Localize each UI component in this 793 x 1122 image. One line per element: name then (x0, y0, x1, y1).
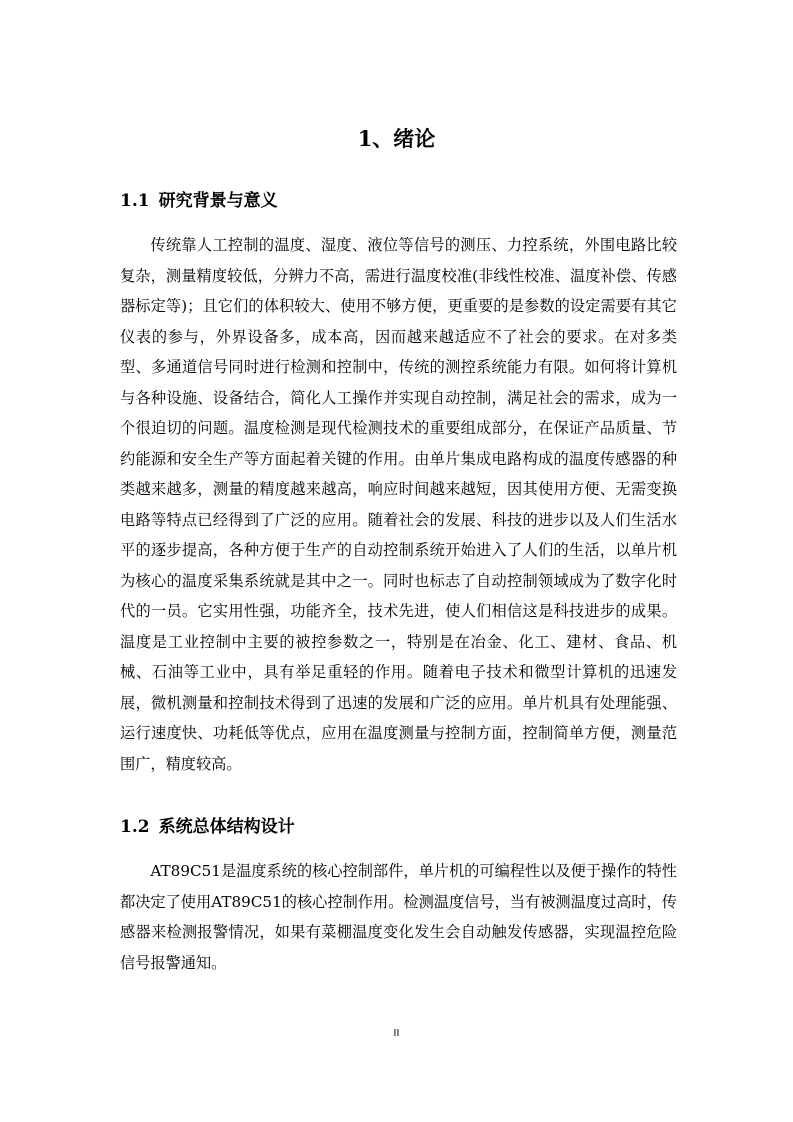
page-number: II (393, 1028, 400, 1039)
chapter-title: 1、绪论 (357, 126, 436, 151)
section-heading-1-1 (120, 188, 680, 214)
section-paragraph-1-2: AT89C51是温度系统的核心控制部件，单片机的可编程性以及便于操作的特性都决定了使用AT89C51的核心控制作用。检测温度信号，当有被测温度过高时，传感器来检测报警情况，如果有菜棚温度变化发生会自动触发传感器，实现温控危险信号报警通知。 (120, 862, 677, 972)
section-number: 1.2 (120, 817, 150, 837)
section-number: 1.1 (120, 191, 150, 211)
section-heading-text: 系统总体结构设计 (158, 817, 295, 837)
section-paragraph-1-1: 传统靠人工控制的温度、湿度、液位等信号的测压、力控系统，外围电路比较复杂，测量精度较低，分辨力不高，需进行温度校准(非线性校准、温度补偿、传感器标定等)；且它们的体积较大、使用不够方便，更重要的是参数的设定需要有其它仪表的参与，外界设备多，成本高，因而越来越适应不了社会的要求。在对多类型、多通道信号同时进行检测和控制中，传统的测控系统能力有限。如何将计算机与各种设施、设备结合，简化人工操作并实现自动控制，满足社会的需求，成为一个很迫切的问题。温度检测是现代检测技术的重要组成部分，在保证产品质量、节约能源和安全生产等方面起着关键的作用。由单片集成电路构成的温度传感器的种类越来越多，测量的精度越来越高，响应时间越来越短，因其使用方便、无需变换电路等特点已经得到了广泛的应用。随着社会的发展、科技的进步以及人们生活水平的逐步提高，各种方便于生产的自动控制系统开始进入了人们的生活，以单片机为核心的温度采集系统就是其中之一。同时也标志了自动控制领域成为了数字化时代的一员。它实用性强，功能齐全，技术先进，使人们相信这是科技进步的成果。温度是工业控制中主要的被控参数之一，特别是在冶金、化工、建材、食品、机械、石油等工业中，具有举足重轻的作用。随着电子技术和微型计算机的迅速发展，微机测量和控制技术得到了迅速的发展和广泛的应用。单片机具有处理能强、运行速度快、功耗低等优点，应用在温度测量与控制方面，控制简单方便，测量范围广，精度较高。 (120, 236, 677, 773)
section-heading-text: 研究背景与意义 (158, 191, 278, 211)
section-heading-1-2 (120, 814, 680, 840)
